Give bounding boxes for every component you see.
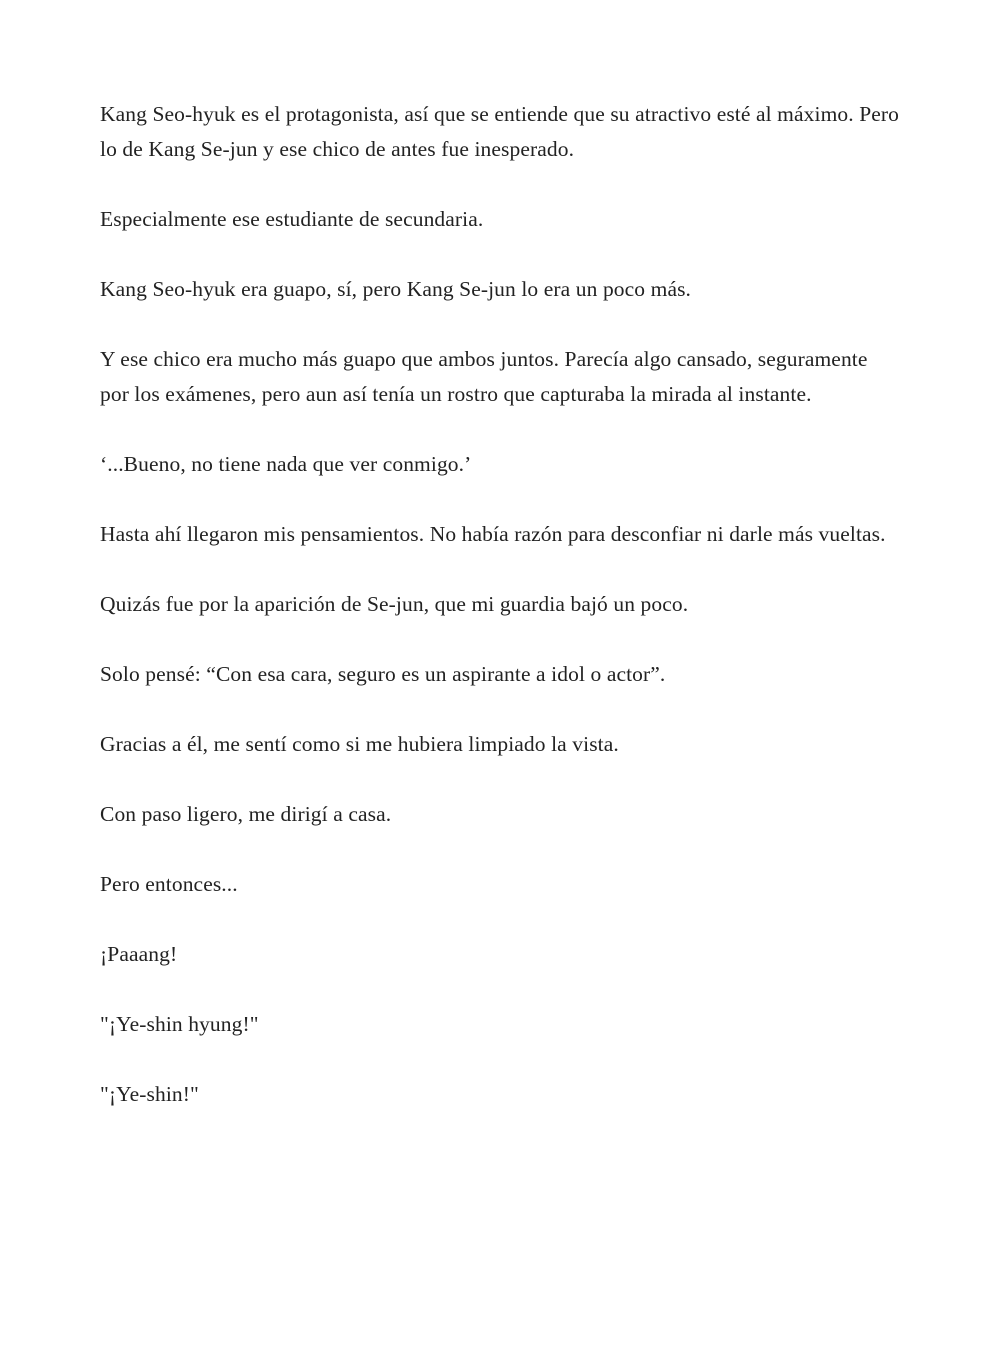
dialogue-paragraph: "¡Ye-shin!"	[100, 1082, 199, 1106]
paragraph: ‘...Bueno, no tiene nada que ver conmigo.’	[100, 452, 472, 476]
document-body	[100, 97, 900, 1147]
paragraph: Quizás fue por la aparición de Se-jun, que mi guardia bajó un poco.	[100, 592, 689, 616]
paragraph: Kang Seo-hyuk es el protagonista, así que se entiende que su atractivo esté al máximo. Pero lo de Kang Se-jun y ese chico de antes fue inesperado.	[100, 102, 900, 161]
paragraph: Con paso ligero, me dirigí a casa.	[100, 802, 392, 826]
paragraph: Hasta ahí llegaron mis pensamientos. No había razón para desconfiar ni darle más vueltas.	[100, 522, 886, 546]
sound-effect-paragraph: ¡Paaang!	[100, 942, 178, 966]
paragraph: Pero entonces...	[100, 872, 238, 896]
paragraph: Gracias a él, me sentí como si me hubiera limpiado la vista.	[100, 732, 619, 756]
paragraph: Solo pensé: “Con esa cara, seguro es un aspirante a idol o actor”.	[100, 662, 666, 686]
paragraph: Especialmente ese estudiante de secundaria.	[100, 207, 484, 231]
paragraph: Y ese chico era mucho más guapo que ambos juntos. Parecía algo cansado, seguramente por los exámenes, pero aun así tenía un rostro que capturaba la mirada al instante.	[100, 347, 868, 406]
dialogue-paragraph: "¡Ye-shin hyung!"	[100, 1012, 259, 1036]
paragraph: Kang Seo-hyuk era guapo, sí, pero Kang Se-jun lo era un poco más.	[100, 277, 692, 301]
